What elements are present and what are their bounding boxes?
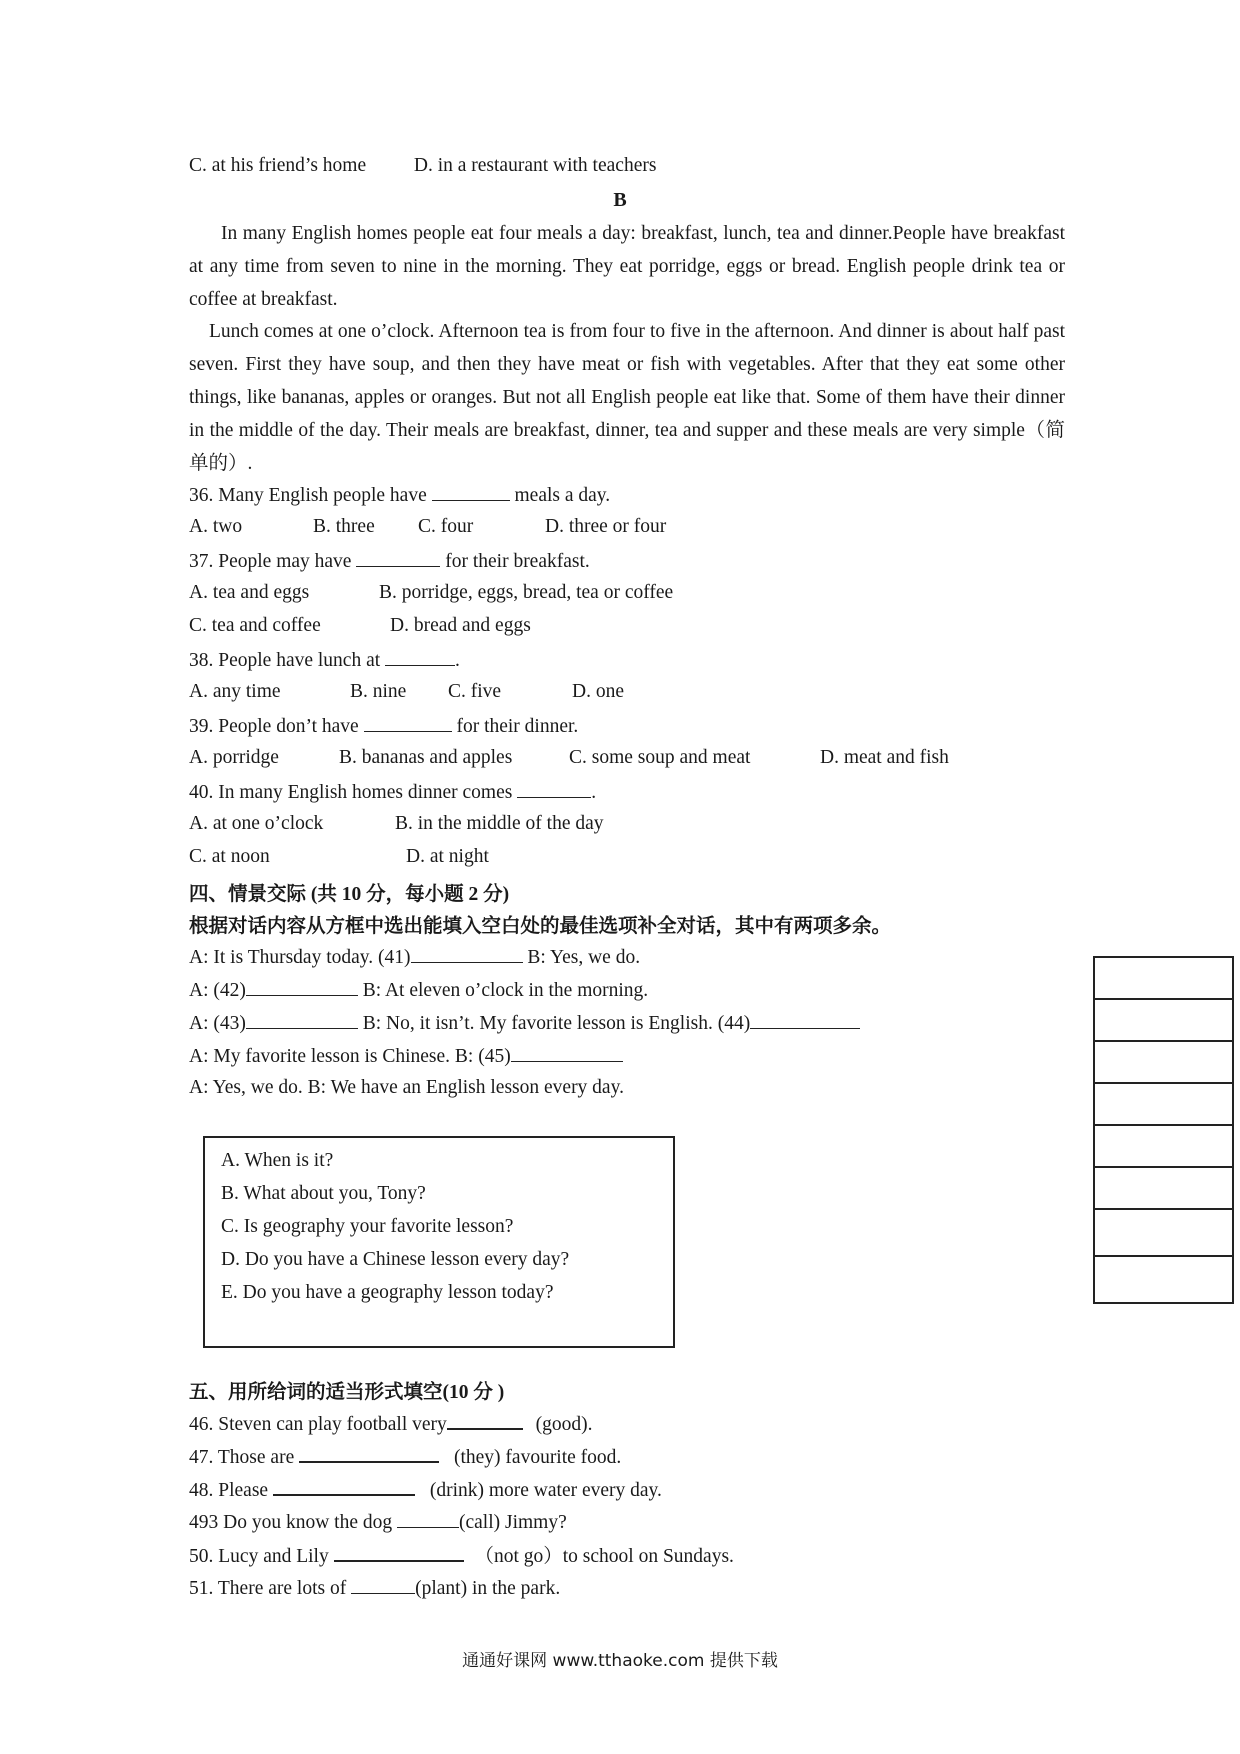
dialogue-line-45 (189, 1043, 623, 1069)
answer-blank[interactable] (356, 548, 440, 567)
answer-cell[interactable] (1095, 1257, 1232, 1304)
question-38-options (189, 680, 1089, 704)
option-d[interactable]: D. three or four (545, 516, 667, 537)
dialogue-text: A: It is Thursday today. (41) (189, 947, 411, 968)
dialogue-line-41 (189, 944, 640, 970)
question-text: 493 Do you know the dog (189, 1512, 393, 1533)
question-37 (189, 548, 590, 574)
dialogue-text: A: My favorite lesson is Chinese. B: (45) (189, 1046, 511, 1067)
question-hint: (good). (535, 1414, 593, 1435)
question-48 (189, 1476, 662, 1503)
option-c[interactable]: C. four (418, 516, 474, 537)
question-text-end: for their dinner. (456, 716, 579, 737)
option-a[interactable]: A. any time (189, 681, 281, 702)
option-a[interactable]: A. tea and eggs (189, 582, 310, 603)
question-hint: (they) favourite food. (453, 1447, 622, 1468)
question-37-options-row-2 (189, 614, 1089, 638)
question-text: 50. Lucy and Lily (189, 1546, 329, 1567)
answer-blank[interactable] (351, 1575, 415, 1594)
option-a[interactable]: A. two (189, 516, 243, 537)
passage-paragraph-2: Lunch comes at one o’clock. Afternoon tea is from four to five in the afternoon. And dinner is about half past seven. First they have soup, and then they have meat or fish with vegetables. After that they eat some other things, like bananas, apples or oranges. But not all English people eat like that. Some of them have their dinner in the middle of the day. Their meals are breakfast, dinner, tea and supper and these meals are very simple（简单的）. (189, 321, 1065, 474)
option-b[interactable]: B. three (313, 516, 375, 537)
question-46 (189, 1410, 593, 1437)
options-box (203, 1136, 675, 1348)
question-options-row (189, 154, 656, 178)
answer-blank-41[interactable] (411, 944, 523, 963)
question-text: 40. In many English homes dinner comes (189, 782, 513, 803)
question-text-end: . (455, 650, 460, 671)
option-c[interactable]: C. five (448, 681, 502, 702)
option-b[interactable]: B. in the middle of the day (395, 813, 604, 834)
answer-blank[interactable] (432, 482, 510, 501)
question-hint: (plant) in the park. (415, 1578, 561, 1599)
question-text: 46. Steven can play football very (189, 1414, 447, 1435)
option-a[interactable]: A. at one o’clock (189, 813, 324, 834)
page-footer: 通通好课网 www.tthaoke.com 提供下载 (462, 1651, 778, 1671)
question-hint: (call) Jimmy? (459, 1512, 567, 1533)
question-text-end: meals a day. (514, 485, 611, 506)
option-b[interactable]: B. porridge, eggs, bread, tea or coffee (379, 582, 674, 603)
answer-blank-45[interactable] (511, 1043, 623, 1062)
section-4-heading: 四、情景交际 (共 10 分，每小题 2 分) (189, 884, 510, 905)
dialogue-line-42 (189, 977, 648, 1003)
answer-cell[interactable] (1095, 1084, 1232, 1126)
section-5-heading: 五、用所给词的适当形式填空(10 分 ) (189, 1382, 505, 1403)
answer-blank[interactable] (334, 1542, 464, 1562)
option-c: C. at his friend’s home (189, 155, 367, 176)
question-39 (189, 713, 578, 739)
question-38 (189, 647, 460, 673)
question-text: 39. People don’t have (189, 716, 359, 737)
option-b[interactable]: B. nine (350, 681, 407, 702)
dialogue-text: A: (42) (189, 980, 246, 1001)
box-option-a[interactable]: A. When is it? (221, 1150, 334, 1171)
question-text: 48. Please (189, 1480, 269, 1501)
question-36-options (189, 515, 1089, 539)
option-d: D. in a restaurant with teachers (413, 155, 657, 176)
question-hint: （not go）to school on Sundays. (474, 1546, 734, 1567)
answer-blank-42[interactable] (246, 977, 358, 996)
box-option-c[interactable]: C. Is geography your favorite lesson? (221, 1216, 514, 1237)
option-a[interactable]: A. porridge (189, 747, 279, 768)
answer-blank[interactable] (299, 1443, 439, 1463)
question-text: 38. People have lunch at (189, 650, 381, 671)
answer-cell[interactable] (1095, 1168, 1232, 1210)
section-4-instruction: 根据对话内容从方框中选出能填入空白处的最佳选项补全对话，其中有两项多余。 (189, 916, 892, 937)
answer-blank[interactable] (447, 1410, 523, 1430)
question-37-options-row-1 (189, 581, 1089, 605)
question-40 (189, 779, 596, 805)
dialogue-text: A: (43) (189, 1013, 246, 1034)
question-hint: (drink) more water every day. (429, 1480, 662, 1501)
option-d[interactable]: D. bread and eggs (390, 615, 531, 636)
question-40-options-row-1 (189, 812, 1089, 836)
question-text-end: for their breakfast. (445, 551, 590, 572)
question-51 (189, 1575, 560, 1601)
answer-cell[interactable] (1095, 1126, 1232, 1168)
question-36 (189, 482, 610, 508)
option-c[interactable]: C. at noon (189, 846, 270, 867)
dialogue-line-last: A: Yes, we do. B: We have an English lesson every day. (189, 1077, 624, 1098)
box-option-e[interactable]: E. Do you have a geography lesson today? (221, 1282, 554, 1303)
answer-blank[interactable] (273, 1476, 415, 1496)
question-50 (189, 1542, 734, 1569)
box-option-b[interactable]: B. What about you, Tony? (221, 1183, 426, 1204)
option-c[interactable]: C. some soup and meat (569, 747, 751, 768)
dialogue-reply: B: Yes, we do. (527, 947, 641, 968)
answer-blank-43[interactable] (246, 1010, 358, 1029)
answer-grid (1093, 956, 1234, 1304)
passage-title: B (613, 189, 627, 211)
answer-blank-44[interactable] (750, 1010, 860, 1029)
answer-cell[interactable] (1095, 958, 1232, 1000)
option-b[interactable]: B. bananas and apples (339, 747, 513, 768)
passage-paragraph-1: In many English homes people eat four meals a day: breakfast, lunch, tea and dinner.People have breakfast at any time from seven to nine in the morning. They eat porridge, eggs or bread. English people drink tea or coffee at breakfast. (189, 223, 1065, 310)
answer-blank[interactable] (364, 713, 452, 732)
question-40-options-row-2 (189, 845, 1089, 869)
question-text: 47. Those are (189, 1447, 295, 1468)
dialogue-line-43 (189, 1010, 860, 1036)
question-49 (189, 1509, 567, 1535)
question-text-end: . (591, 782, 597, 803)
answer-cell[interactable] (1095, 1000, 1232, 1042)
answer-cell[interactable] (1095, 1210, 1232, 1257)
option-d[interactable]: D. meat and fish (820, 747, 949, 768)
option-c[interactable]: C. tea and coffee (189, 615, 321, 636)
answer-cell[interactable] (1095, 1042, 1232, 1084)
answer-blank[interactable] (517, 779, 591, 798)
box-option-d[interactable]: D. Do you have a Chinese lesson every day? (221, 1249, 570, 1270)
question-text: 51. There are lots of (189, 1578, 347, 1599)
question-47 (189, 1443, 621, 1470)
answer-blank[interactable] (385, 647, 455, 666)
answer-blank[interactable] (397, 1509, 459, 1528)
question-39-options (189, 746, 1089, 770)
dialogue-reply: B: No, it isn’t. My favorite lesson is English. (44) (362, 1013, 751, 1034)
question-text: 37. People may have (189, 551, 352, 572)
question-text: 36. Many English people have (189, 485, 427, 506)
dialogue-reply: B: At eleven o’clock in the morning. (362, 980, 649, 1001)
option-d[interactable]: D. one (572, 681, 624, 702)
option-d[interactable]: D. at night (406, 846, 489, 867)
